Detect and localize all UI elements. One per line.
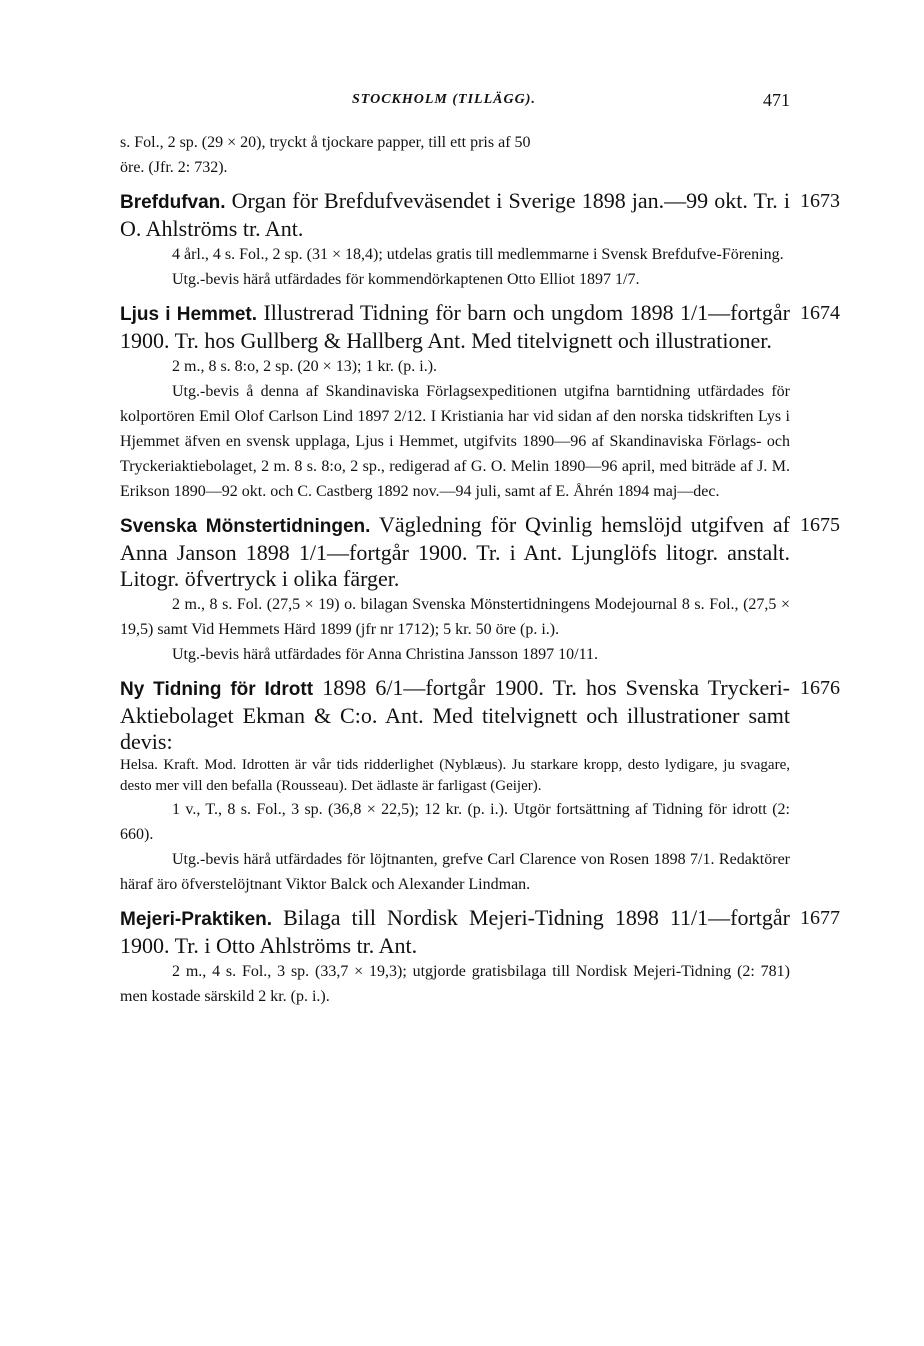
entry-number: 1674 <box>800 302 840 324</box>
entry-head-text: Vägledning för Qvinlig hemslöjd utgifven af Anna Janson 1898 1/1—fortgår 1900. Tr. i Ant. Ljunglöfs litogr. anstalt. Litogr. öfvertryck i olika färger. <box>120 512 791 591</box>
entry-number: 1676 <box>800 677 840 699</box>
entry-detail: Utg.-bevis härå utfärdades för Anna Christina Jansson 1897 10/11. <box>172 646 598 663</box>
entry-title: Ny Tidning för Idrott <box>120 679 314 700</box>
entry-heading <box>120 188 790 242</box>
entry-heading <box>120 675 790 755</box>
entry-1677 <box>120 905 840 1009</box>
entry-head-text: 1898 6/1—fortgår 1900. Tr. hos Svenska Tryckeri-Aktiebolaget Ekman & C:o. Ant. Med titelvignett och illustrationer samt devis: <box>120 675 791 754</box>
entry-detail: Utg.-bevis härå utfärdades för löjtnanten, grefve Carl Clarence von Rosen 1898 7/1. Redaktörer häraf äro öfverstelöjtnant Viktor Balck och Alexander Lindman. <box>120 851 790 893</box>
entry-detail: Utg.-bevis å denna af Skandinaviska Förlagsexpeditionen utgifna barntidning utfärdades för kolportören Emil Olof Carlson Lind 1897 2/12. I Kristiania har vid sidan af den norska tidskriften Lys i Hjemmet äfven en svensk upplaga, Ljus i Hemmet, utgifvits 1890—96 af Skandinaviska Förlags- och Tryckeriaktiebolaget, 2 m. 8 s. 8:o, 2 sp., redigerad af G. O. Melin 1890—96 april, med biträde af J. M. Erikson 1890—92 okt. och C. Castberg 1892 nov.—94 juli, samt af E. Åhrén 1894 maj—dec. <box>120 383 790 500</box>
entry-number: 1677 <box>800 907 840 929</box>
entry-detail: 1 v., T., 8 s. Fol., 3 sp. (36,8 × 22,5); 12 kr. (p. i.). Utgör fortsättning af Tidning för idrott (2: 660). <box>120 801 790 843</box>
entry-1676 <box>120 675 840 897</box>
entry-1674 <box>120 300 840 504</box>
entry-heading <box>120 905 790 959</box>
entry-head-text: Organ för Brefdufveväsendet i Sverige 1898 jan.—99 okt. Tr. i O. Ahlströms tr. Ant. <box>120 188 790 241</box>
intro-line: öre. (Jfr. 2: 732). <box>120 159 228 176</box>
entry-motto: Helsa. Kraft. Mod. Idrotten är vår tids ridderlighet (Nyblæus). Ju starkare kropp, desto lydigare, ju svagare, desto mer vill den befalla (Rousseau). Det ädlaste är farligast (Geijer). <box>120 757 790 794</box>
entry-title: Ljus i Hemmet. <box>120 304 258 325</box>
entry-title: Svenska Mönstertidningen. <box>120 516 371 537</box>
entry-title: Brefdufvan. <box>120 192 226 213</box>
entry-detail: Utg.-bevis härå utfärdades för kommendörkaptenen Otto Elliot 1897 1/7. <box>172 271 640 288</box>
running-header <box>120 92 790 116</box>
entry-head-text: Illustrerad Tidning för barn och ungdom 1898 1/1—fortgår 1900. Tr. hos Gullberg & Hallberg Ant. Med titelvignett och illustrationer. <box>120 300 790 353</box>
page-body <box>120 130 840 1009</box>
entry-title: Mejeri-Praktiken. <box>120 909 273 930</box>
entry-detail: 2 m., 4 s. Fol., 3 sp. (33,7 × 19,3); utgjorde gratisbilaga till Nordisk Mejeri-Tidning (2: 781) men kostade särskild 2 kr. (p. i.). <box>120 963 790 1005</box>
entry-detail: 4 årl., 4 s. Fol., 2 sp. (31 × 18,4); utdelas gratis till medlemmarne i Svensk Brefdufve-Förening. <box>172 246 784 263</box>
entry-heading <box>120 300 790 354</box>
running-title: STOCKHOLM (TILLÄGG). <box>352 92 536 107</box>
page-number: 471 <box>763 90 790 110</box>
entry-number: 1675 <box>800 514 840 536</box>
entry-head-text: Bilaga till Nordisk Mejeri-Tidning 1898 11/1—fortgår 1900. Tr. i Otto Ahlströms tr. Ant. <box>120 905 790 958</box>
entry-1673 <box>120 188 840 292</box>
entry-number: 1673 <box>800 190 840 212</box>
entry-1675 <box>120 512 840 667</box>
intro-line: s. Fol., 2 sp. (29 × 20), tryckt å tjockare papper, till ett pris af 50 <box>120 134 531 151</box>
entry-heading <box>120 512 790 592</box>
entry-detail: 2 m., 8 s. 8:o, 2 sp. (20 × 13); 1 kr. (p. i.). <box>172 358 438 375</box>
entry-detail: 2 m., 8 s. Fol. (27,5 × 19) o. bilagan Svenska Mönstertidningens Modejournal 8 s. Fol., (27,5 × 19,5) samt Vid Hemmets Härd 1899 (jfr nr 1712); 5 kr. 50 öre (p. i.). <box>120 596 790 638</box>
